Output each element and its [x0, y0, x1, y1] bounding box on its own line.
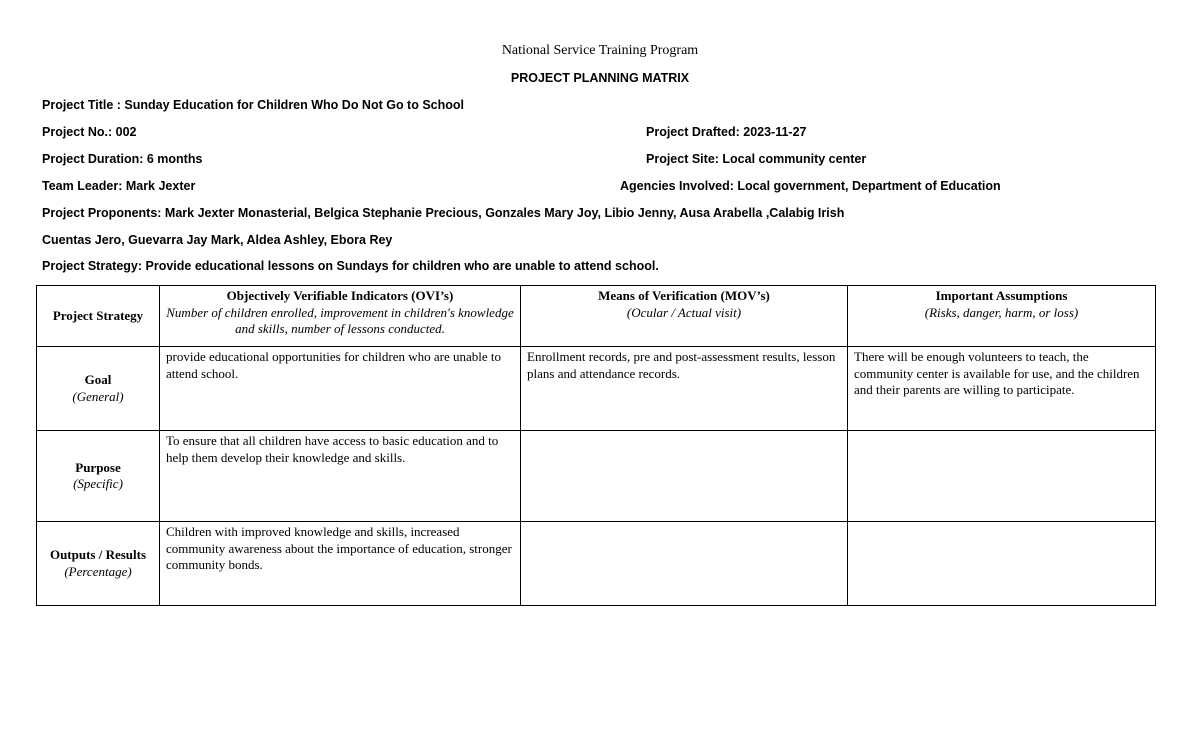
outputs-ovi-cell: Children with improved knowledge and skills, increased community awareness about the importance of education, stronger community bonds.	[160, 522, 521, 606]
header-assumptions-cell	[848, 286, 1156, 347]
table-header-row	[37, 286, 1156, 347]
purpose-mov-cell	[521, 431, 848, 522]
project-proponents-continued: Cuentas Jero, Guevarra Jay Mark, Aldea Ashley, Ebora Rey	[42, 233, 393, 247]
project-site: Project Site: Local community center	[646, 152, 867, 166]
purpose-assumptions-cell	[848, 431, 1156, 522]
planning-matrix-table	[36, 285, 1156, 606]
goal-assumptions-cell: There will be enough volunteers to teach, the community center is available for use, and the children and their parents are willing to participate.	[848, 347, 1156, 431]
project-strategy: Project Strategy: Provide educational lessons on Sundays for children who are unable to attend school.	[42, 259, 659, 273]
agencies-involved: Agencies Involved: Local government, Department of Education	[620, 179, 1001, 193]
header-strategy-cell	[37, 286, 160, 347]
row-label-cell	[37, 431, 160, 522]
goal-ovi-cell: provide educational opportunities for children who are unable to attend school.	[160, 347, 521, 431]
header-ovi-title: Objectively Verifiable Indicators (OVI’s)	[226, 288, 454, 303]
table-row-goal	[37, 347, 1156, 431]
header-mov-title: Means of Verification (MOV’s)	[598, 288, 770, 303]
row-sublabel: (Specific)	[73, 476, 123, 491]
row-label: Outputs / Results	[49, 547, 147, 562]
row-label-cell	[37, 347, 160, 431]
purpose-ovi-cell: To ensure that all children have access to basic education and to help them develop their knowledge and skills.	[160, 431, 521, 522]
project-number: Project No.: 002	[42, 125, 137, 139]
project-duration: Project Duration: 6 months	[42, 152, 203, 166]
header-mov-subtitle: (Ocular / Actual visit)	[626, 304, 742, 320]
header-strategy: Project Strategy	[52, 307, 144, 323]
row-label: Goal	[84, 372, 112, 387]
row-sublabel: (General)	[72, 388, 124, 404]
program-heading: National Service Training Program	[501, 43, 699, 58]
header-assumptions-subtitle: (Risks, danger, harm, or loss)	[924, 304, 1079, 320]
header-ovi-cell	[160, 286, 521, 347]
outputs-assumptions-cell	[848, 522, 1156, 606]
table-row-outputs	[37, 522, 1156, 606]
header-mov-cell	[521, 286, 848, 347]
project-title: Project Title : Sunday Education for Children Who Do Not Go to School	[42, 98, 464, 112]
header-assumptions-title: Important Assumptions	[935, 288, 1068, 303]
table-row-purpose	[37, 431, 1156, 522]
outputs-mov-cell	[521, 522, 848, 606]
row-label-cell	[37, 522, 160, 606]
header-ovi-subtitle: Number of children enrolled, improvement in children's knowledge and skills, number of lessons conducted.	[166, 304, 514, 336]
row-label: Purpose	[75, 459, 121, 475]
project-drafted: Project Drafted: 2023-11-27	[646, 125, 807, 139]
row-sublabel: (Percentage)	[64, 563, 132, 579]
goal-mov-cell: Enrollment records, pre and post-assessment results, lesson plans and attendance records.	[521, 347, 848, 431]
document-title: PROJECT PLANNING MATRIX	[510, 71, 690, 85]
project-proponents: Project Proponents: Mark Jexter Monasterial, Belgica Stephanie Precious, Gonzales Mary Joy, Libio Jenny, Ausa Arabella ,Calabig Irish	[42, 206, 845, 220]
team-leader: Team Leader: Mark Jexter	[42, 179, 196, 193]
